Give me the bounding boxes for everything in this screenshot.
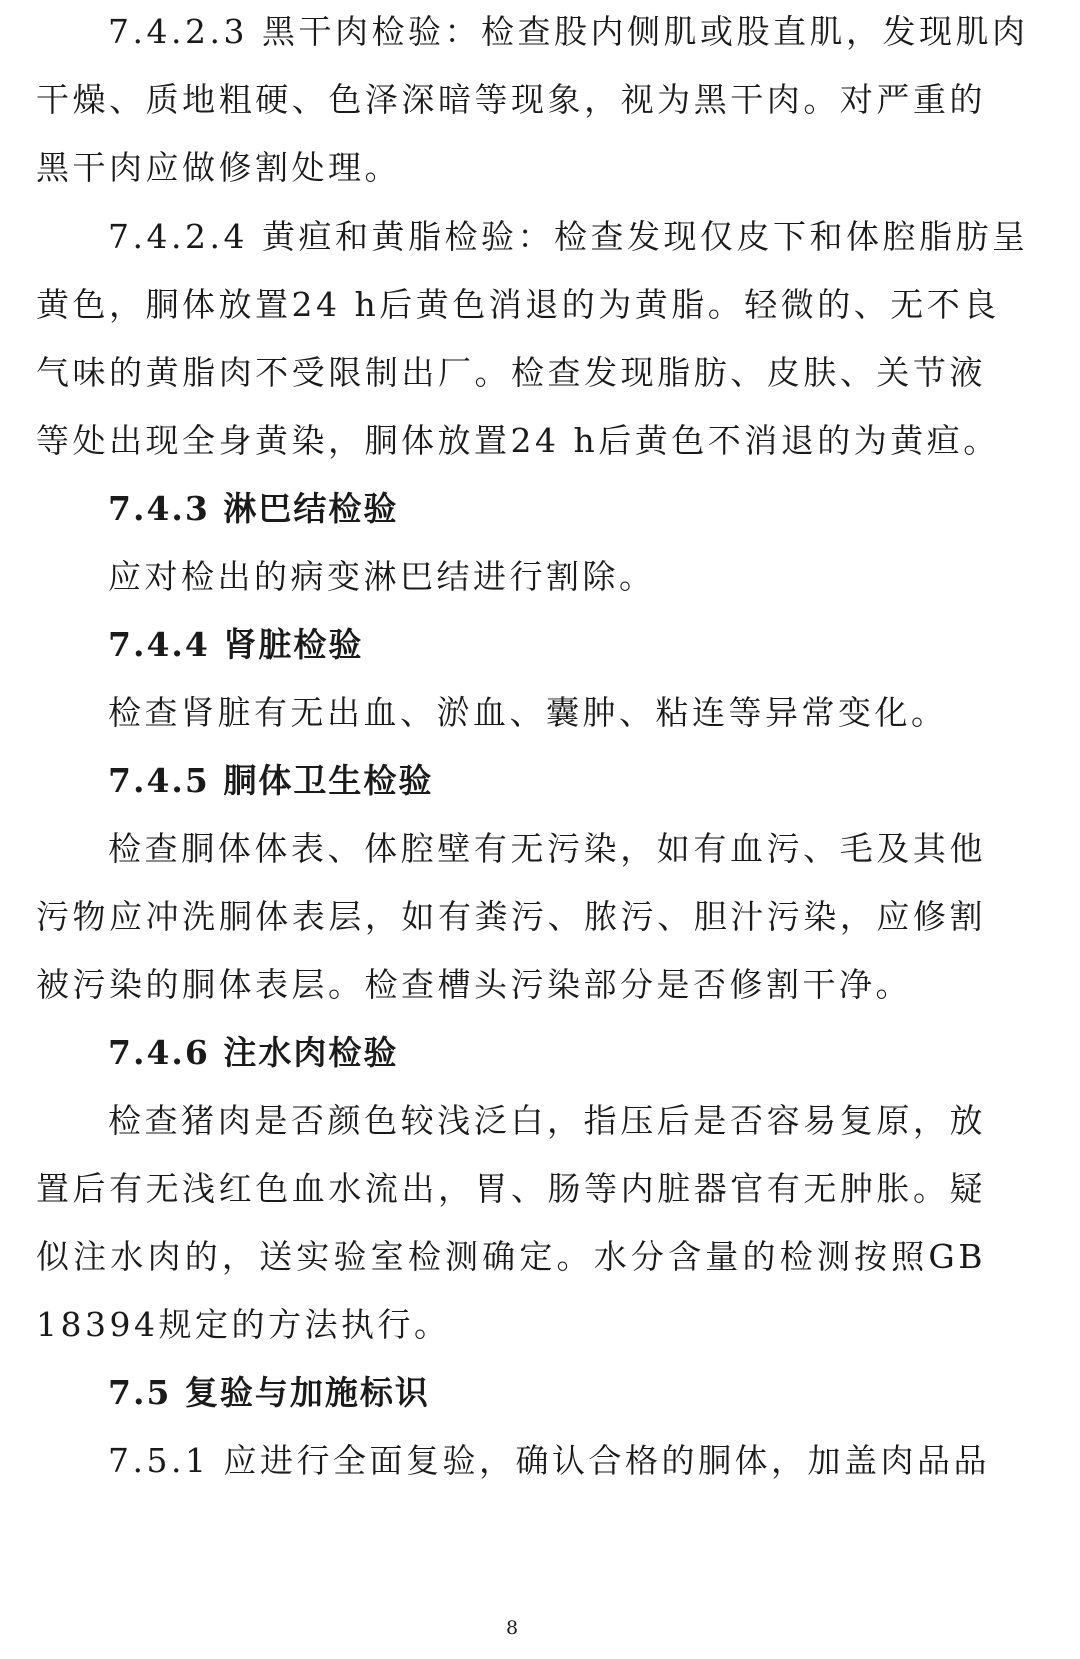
paragraph-line: 等处出现全身黄染，胴体放置24 h后黄色不消退的为黄疸。 (36, 421, 1000, 460)
paragraph-line: 黑干肉应做修割处理。 (36, 148, 401, 187)
paragraph-line: 黄色，胴体放置24 h后黄色消退的为黄脂。轻微的、无不良 (36, 285, 1000, 324)
paragraph-line: 7.4.2.4 黄疸和黄脂检验：检查发现仅皮下和体腔脂肪呈 (108, 217, 1029, 256)
section-heading: 7.4.6 注水肉检验 (108, 1033, 399, 1072)
paragraph-line: 被污染的胴体表层。检查槽头污染部分是否修割干净。 (36, 965, 912, 1004)
page-number: 8 (505, 1617, 519, 1639)
section-heading: 7.4.4 肾脏检验 (108, 625, 364, 664)
paragraph-line: 似注水肉的，送实验室检测确定。水分含量的检测按照GB (36, 1237, 986, 1276)
paragraph-line: 应对检出的病变淋巴结进行割除。 (108, 557, 656, 596)
section-heading: 7.5 复验与加施标识 (108, 1373, 430, 1412)
paragraph-line: 检查肾脏有无出血、淤血、囊肿、粘连等异常变化。 (108, 693, 948, 732)
paragraph-line: 污物应冲洗胴体表层，如有粪污、脓污、胆汁污染，应修割 (36, 897, 986, 936)
paragraph-line: 7.5.1 应进行全面复验，确认合格的胴体，加盖肉品品 (108, 1441, 990, 1480)
section-heading: 7.4.5 胴体卫生检验 (108, 761, 434, 800)
paragraph-line: 检查猪肉是否颜色较浅泛白，指压后是否容易复原，放 (108, 1101, 986, 1140)
paragraph-line: 7.4.2.3 黑干肉检验：检查股内侧肌或股直肌，发现肌肉 (108, 12, 1029, 51)
paragraph-line: 检查胴体体表、体腔壁有无污染，如有血污、毛及其他 (108, 829, 986, 868)
paragraph-line: 气味的黄脂肉不受限制出厂。检查发现脂肪、皮肤、关节液 (36, 353, 986, 392)
paragraph-line: 干燥、质地粗硬、色泽深暗等现象，视为黑干肉。对严重的 (36, 80, 986, 119)
section-heading: 7.4.3 淋巴结检验 (108, 489, 399, 528)
paragraph-line: 18394规定的方法执行。 (36, 1305, 451, 1344)
paragraph-line: 置后有无浅红色血水流出，胃、肠等内脏器官有无肿胀。疑 (36, 1169, 986, 1208)
